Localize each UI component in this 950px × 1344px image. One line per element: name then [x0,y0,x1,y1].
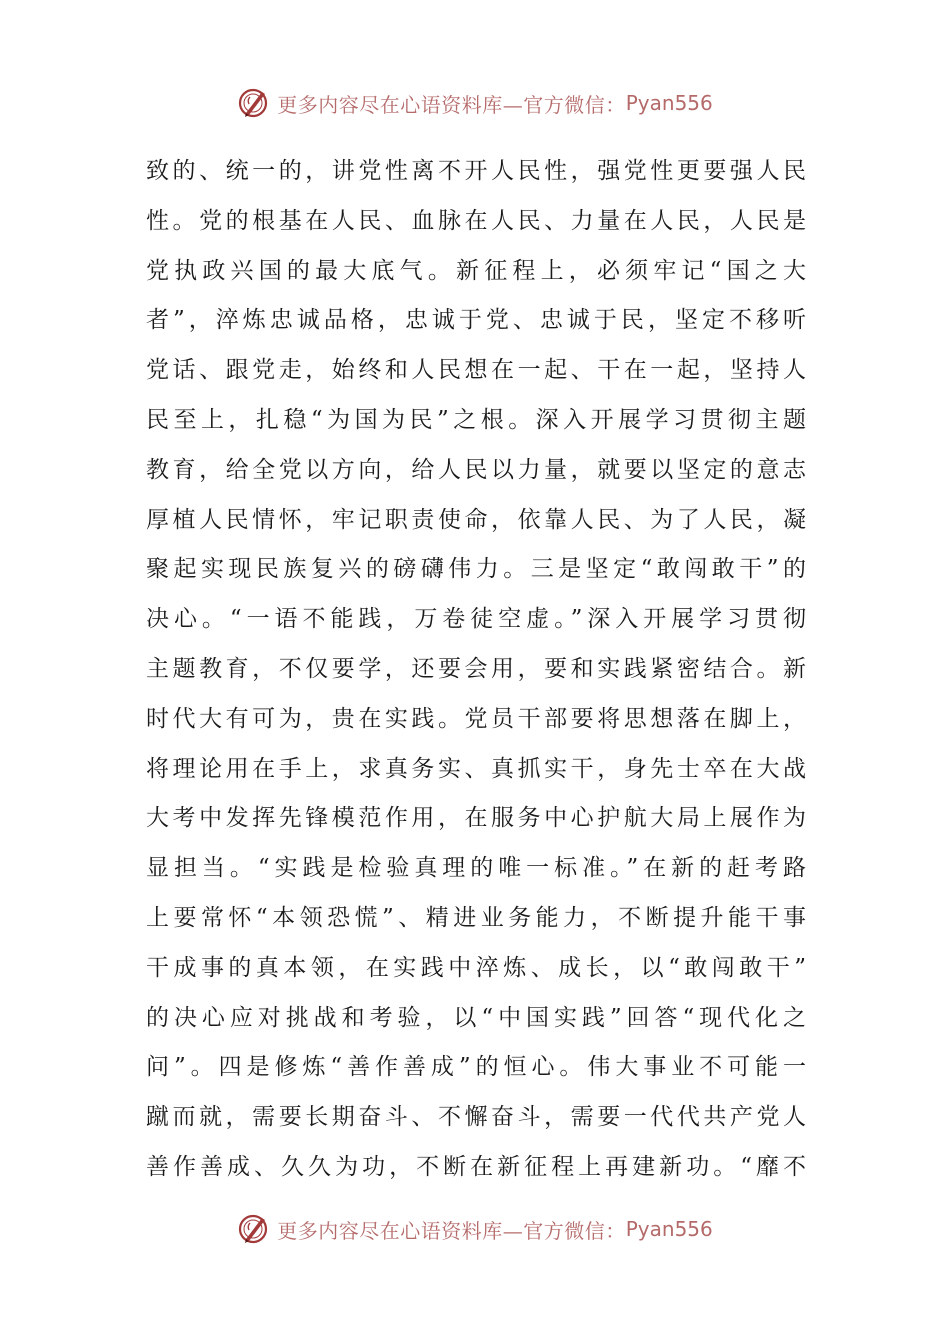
header-banner [0,83,950,123]
text-line: 民至上，扎稳“为国为民”之根。深入开展学习贯彻主题 [146,406,806,433]
text-line: 大考中发挥先锋模范作用，在服务中心护航大局上展作为 [146,805,806,832]
text-line: 的决心应对挑战和考验，以“中国实践”回答“现代化之 [146,1004,806,1031]
text-line: 决心。“一语不能践，万卷徒空虚。”深入开展学习贯彻 [146,606,806,633]
header-banner-text: 更多内容尽在心语资料库—官方微信： [277,92,626,117]
text-line: 党执政兴国的最大底气。新征程上，必须牢记“国之大 [146,257,806,284]
footer-wechat-id: Pyan556 [625,1217,713,1241]
text-line: 善作善成、久久为功，不断在新征程上再建新功。“靡不 [146,1153,806,1180]
footer-banner [0,1209,950,1249]
header-wechat-id: Pyan556 [625,91,713,115]
text-line: 者”，淬炼忠诚品格，忠诚于党、忠诚于民，坚定不移听 [146,307,806,334]
text-line: 问”。四是修炼“善作善成”的恒心。伟大事业不可能一 [146,1054,806,1081]
text-line: 聚起实现民族复兴的磅礴伟力。三是坚定“敢闯敢干”的 [146,556,806,583]
text-line: 教育，给全党以方向，给人民以力量，就要以坚定的意志 [146,456,806,483]
text-line: 主题教育，不仅要学，还要会用，要和实践紧密结合。新 [146,655,806,682]
pen-logo-icon [237,86,271,120]
pen-logo-icon [237,1212,271,1246]
text-line: 干成事的真本领，在实践中淬炼、成长，以“敢闯敢干” [146,954,806,981]
text-line: 时代大有可为，贵在实践。党员干部要将思想落在脚上， [146,705,806,732]
text-line: 蹴而就，需要长期奋斗、不懈奋斗，需要一代代共产党人 [146,1104,806,1131]
text-line: 厚植人民情怀，牢记职责使命，依靠人民、为了人民，凝 [146,506,806,533]
text-line: 党话、跟党走，始终和人民想在一起、干在一起，坚持人 [146,357,806,384]
text-line: 致的、统一的，讲党性离不开人民性，强党性更要强人民 [146,158,806,184]
text-line: 性。党的根基在人民、血脉在人民、力量在人民，人民是 [146,207,806,234]
text-line: 显担当。“实践是检验真理的唯一标准。”在新的赶考路 [146,855,806,882]
footer-banner-text: 更多内容尽在心语资料库—官方微信： [277,1218,626,1243]
document-body [146,147,806,1193]
text-line: 将理论用在手上，求真务实、真抓实干，身先士卒在大战 [146,755,806,782]
text-line: 上要常怀“本领恐慌”、精进业务能力，不断提升能干事 [146,904,806,931]
